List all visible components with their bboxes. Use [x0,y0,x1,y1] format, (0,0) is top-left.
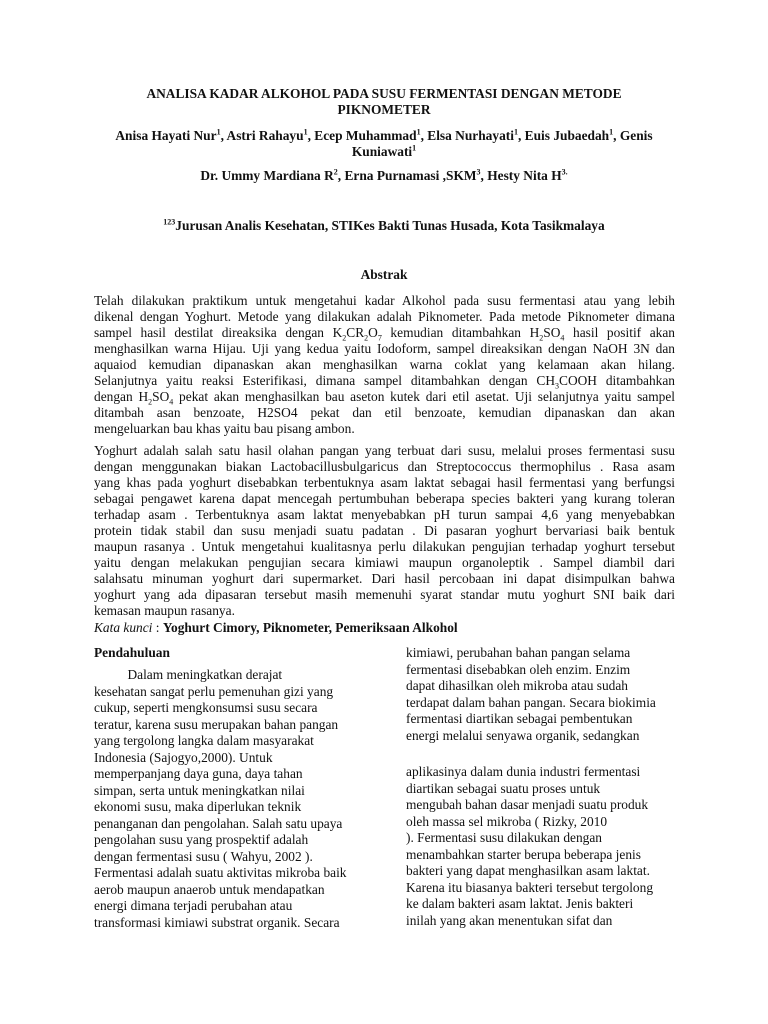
column-line: Indonesia (Sajogyo,2000). Untuk [94,749,273,765]
author-name: Ecep Muhammad [314,128,417,143]
keywords-values: Yoghurt Cimory, Piknometer, Pemeriksaan Alkohol [162,620,458,635]
paper-title [94,86,674,118]
column-line: diartikan sebagai suatu proses untuk [406,780,601,796]
chemical-formula: $H_2SO_4$ [138,389,174,407]
author-name: Erna Purnamasi ,SKM [344,168,477,183]
column-line: ). Fermentasi susu dilakukan dengan [406,830,602,845]
summary-line: sebagai pengawet karena dapat mencegah pertumbuhan beberapa species bakteri yang kurang toleran [94,491,675,506]
abstract-line: mengeluarkan bau khas yaitu bau pisang ambon. [94,421,355,436]
summary-line: dengan menggunakan biakan Lactobacillusbulgaricus dan Streptococcus thermophilus . Rasa asam [94,459,675,474]
author-affiliation-mark: 1 [303,127,308,137]
column-line: simpan, serta untuk meningkatkan nilai [94,782,305,798]
keywords [94,620,675,636]
author-name: Anisa Hayati Nur [115,128,217,143]
affiliation-text: Jurusan Analis Kesehatan, STIKes Bakti Tunas Husada, Kota Tasikmalaya [175,218,605,233]
column-line: penanganan dan pengolahan. Salah satu upaya [94,815,343,831]
author-name: Genis Kuniawati [351,128,653,159]
column-line: Karena itu biasanya bakteri tersebut tergolong [406,879,654,895]
summary-line: salahsatu minuman yoghurt dari supermarket. Dari hasil percobaan ini dapat disimpulkan bahwa [94,571,675,586]
column-line: bakteri yang dapat menghasilkan asam laktat. [406,863,650,878]
column-line: fermentasi disebabkan oleh enzim. Enzim [406,661,631,677]
abstract-heading: Abstrak [360,267,408,282]
author-affiliation-mark: 3 [476,167,481,177]
column-line: energi dimana terjadi perubahan atau [94,898,293,913]
right-column-top [406,645,686,744]
author-affiliation-mark: 2 [333,167,338,177]
author-name: Euis Jubaedah [524,128,610,143]
author-affiliation-mark: 1 [513,127,518,137]
keywords-separator: : [152,620,163,635]
abstract-line: dengan $H_2SO_4$ pekat akan menghasilkan bau aseton kutek dari etil asetat. Uji selanjutnya yaitu sampel [94,389,675,407]
column-line: ekonomi susu, maka diperlukan teknik [94,799,302,814]
summary-line: yaitu dengan melakukan pengujian secara kimiawi maupun organoleptik . Sampel diambil dari [94,555,675,570]
abstract-line: menghasilkan warna Hijau. Uji yang kedua yaitu Iodoform, sampel direaksikan dengan NaOH 3N dan [94,341,675,356]
affiliation [94,218,674,234]
column-line: teratur, karena susu merupakan bahan pangan [94,716,339,732]
abstract-line: aquaiod kemudian dipanaskan akan menghasilkan warna coklat yang kelamaan akan hilang. [94,357,675,372]
author-name: Dr. Ummy Mardiana R [200,168,334,183]
column-line: kimiawi, perubahan bahan pangan selama [406,645,631,660]
author-affiliation-mark: 3. [561,167,568,177]
column-line: aplikasinya dalam dunia industri fermentasi [406,764,641,779]
chemical-formula: $CH_3COOH$ [536,373,597,391]
summary-line: yoghurt yang ada dipasaran tersebut masih memenuhi syarat standar mutu yoghurt SNI baik dari [94,587,675,602]
summary-line: maupun rasanya . Untuk mengetahui kualitasnya perlu dilakukan pengujian terhadap yoghurt tersebut [94,539,675,554]
title-line-2: PIKNOMETER [337,102,431,117]
author-line-1: Anisa Hayati Nur$^1$, Astri Rahayu$^1$, Ecep Muhammad$^1$, Elsa Nurhayati$^1$, Euis Jubaedah$^1$, Genis Kuniawati$^1$ [115,127,653,159]
author-affiliation-mark: 1 [216,127,221,137]
column-line: energi melalui senyawa organik, sedangkan [406,727,640,743]
author-affiliation-mark: 1 [412,143,417,153]
column-line: Dalam meningkatkan derajat [94,667,283,682]
section-heading: Pendahuluan [94,645,170,660]
author-affiliation-mark: 1 [609,127,614,137]
chemical-formula: $K_2CR_2O_7$ [332,325,382,343]
column-line: inilah yang akan menentukan sifat dan [406,912,613,928]
right-column-bottom [406,764,686,929]
author-name: Elsa Nurhayati [427,128,514,143]
left-column [94,667,374,931]
abstract-line: sampel hasil destilat direaksika dengan $K_2CR_2O_7$ kemudian ditambahkan $H_2SO_4$ hasil positif akan [94,325,676,343]
summary-line: terhadap asam . Terbentuknya asam laktat menyebabkan pH turun sampai 4,6 yang menyebabkan [94,507,675,522]
column-line: dapat dihasilkan oleh mikroba atau sudah [406,678,628,693]
column-line: pengolahan susu yang prospektif adalah [94,832,309,847]
column-line: mengubah bahan dasar menjadi suatu produk [406,797,649,812]
author-name: Astri Rahayu [226,128,304,143]
column-line: menambahkan starter berupa beberapa jenis [406,846,641,862]
abstract-line: ditambah asan benzoate, H2SO4 pekat dan etil benzoate, kemudian dipanaskan dan akan [94,405,675,420]
summary-line: kemasan maupun rasanya. [94,603,235,618]
author-name: Hesty Nita H [487,168,562,183]
summary-line: Yoghurt adalah salah satu hasil olahan pangan yang terbuat dari susu, melalui proses fermentasi susu [94,443,675,458]
title-line-1: ANALISA KADAR ALKOHOL PADA SUSU FERMENTASI DENGAN METODE [146,86,622,101]
column-line: Fermentasi adalah suatu aktivitas mikroba baik [94,865,347,880]
summary-line: protein tidak stabil dan susu menjadi suatu padatan . Di pasaran yoghurt bervariasi baik bentuk [94,523,675,538]
column-line: dengan fermentasi susu ( Wahyu, 2002 ). [94,848,313,864]
column-line: aerob maupun anaerob untuk mendapatkan [94,881,325,897]
column-line: oleh massa sel mikroba ( Rizky, 2010 [406,813,608,829]
abstract-line: dikenal dengan Yoghurt. Metode yang dilakukan adalah Piknometer. Pada metode Piknometer dimana [94,309,675,324]
column-line: memperpanjang daya guna, daya tahan [94,766,303,781]
column-line: kesehatan sangat perlu pemenuhan gizi yang [94,683,334,699]
keywords-label: Kata kunci [94,620,153,635]
abstract-line: Selanjutnya yaitu reaksi Esterifikasi, dimana sampel ditambahkan dengan $CH_3COOH$ ditambahkan [94,373,675,391]
abstract-line: Telah dilakukan praktikum untuk mengetahui kadar Alkohol pada susu fermentasi atau yang lebih [94,293,675,308]
column-line: fermentasi diartikan sebagai pembentukan [406,711,633,726]
column-line: yang tergolong langka dalam masyarakat [94,733,314,748]
author-list [94,128,674,160]
supervisor-list: Dr. Ummy Mardiana $R^2$, Erna Purnamasi ,SKM$^3$, Hesty Nita $H^{3.}$ [200,167,568,183]
affiliation-mark: 123 [163,217,176,227]
chemical-formula: $H_2SO_4$ [529,325,565,343]
abstract-paragraph [94,293,675,437]
summary-paragraph [94,443,675,619]
column-line: transformasi kimiawi substrat organik. Secara [94,914,340,930]
column-line: cukup, seperti mengkonsumsi susu secara [94,700,318,715]
summary-line: yang khas pada yoghurt disebabkan terbentuknya asam laktat sebagai hasil fermentasi yang berfungsi [94,475,675,490]
author-affiliation-mark: 1 [416,127,421,137]
column-line: ke dalam bakteri asam laktat. Jenis bakteri [406,896,634,911]
column-line: terdapat dalam bahan pangan. Secara biokimia [406,694,656,710]
